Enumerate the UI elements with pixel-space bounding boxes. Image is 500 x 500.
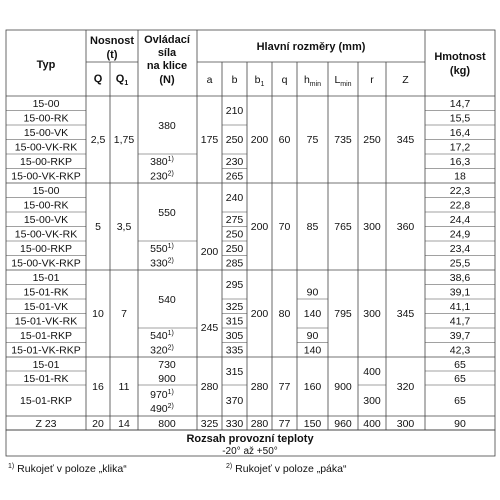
z23-b1: 280 [250, 418, 269, 430]
row-hmotnost: 42,3 [449, 344, 471, 357]
z23-z: 300 [396, 418, 415, 430]
group-sila: 900 [158, 373, 176, 385]
group-lmin: 795 [334, 308, 352, 320]
row-typ: 15-01 [32, 359, 60, 371]
row-typ: 15-01-VK-RKP [11, 344, 81, 357]
row-typ: 15-00 [32, 98, 60, 110]
row-hmotnost: 23,4 [449, 243, 471, 255]
group-q1: 3,5 [116, 221, 132, 233]
row-b: 295 [225, 279, 244, 291]
row-typ: 15-00-VK-RKP [11, 257, 81, 270]
row-typ: 15-01-RK [23, 286, 69, 299]
group-r: 250 [363, 134, 381, 146]
header-typ: Typ [36, 59, 56, 71]
row-typ: 15-00-RK [23, 199, 69, 212]
row-b: 335 [225, 344, 244, 357]
header-dim-b1: $b_1$ [254, 74, 265, 88]
header-sila-unit: (N) [159, 74, 175, 86]
group-sila-rkp1: 540$^{1)}$ [150, 330, 174, 342]
z23-sila: 800 [158, 418, 176, 430]
group-sila-rkp1: 550$^{1)}$ [150, 243, 174, 255]
table-header [37, 34, 486, 88]
z23-qd: 77 [278, 418, 291, 430]
group-a: 175 [200, 134, 219, 146]
header-hlavni-rozmery: Hlavní rozměry (mm) [256, 41, 366, 53]
row-b: 275 [225, 214, 244, 226]
group-r: 300 [363, 308, 381, 320]
group-b1: 200 [250, 308, 269, 320]
row-hmotnost: 65 [454, 395, 466, 407]
z23-b: 330 [225, 418, 244, 430]
row-typ: 15-01-RK [23, 373, 69, 385]
header-nosnost: Nosnost [90, 35, 134, 47]
header-ovladaci: Ovládací [144, 34, 190, 46]
footer-teplota: -20° až +50° [222, 446, 278, 457]
group-qd: 80 [278, 308, 291, 320]
group-z: 320 [396, 381, 415, 393]
group-q: 2,5 [90, 134, 106, 146]
row-typ: 15-00-VK [23, 214, 69, 226]
group-qd: 77 [278, 381, 291, 393]
header-q1: $Q_1$ [115, 73, 129, 87]
group-q1: 1,75 [113, 134, 135, 146]
group-hmin: 90 [306, 286, 319, 299]
group-hmin: 140 [303, 344, 322, 357]
header-dim-a: a [206, 74, 213, 86]
group-sila-rkp2: 330$^{2)}$ [150, 257, 174, 270]
row-hmotnost: 65 [454, 373, 466, 385]
row-typ: 15-00-VK-RKP [11, 170, 81, 183]
footnote-1: $^{1)}$ Rukojeť v poloze „klika“ [8, 463, 127, 475]
row-hmotnost: 17,2 [449, 141, 471, 154]
group-r: 300 [363, 395, 381, 407]
row-hmotnost: 39,1 [449, 286, 471, 299]
z23-hmin: 150 [303, 418, 322, 430]
header-nosnost-unit: (t) [106, 49, 118, 61]
group-lmin: 735 [334, 134, 352, 146]
footer-rozsah: Rozsah provozní teploty [186, 433, 314, 445]
header-dim-hmin: $h_{min}$ [303, 74, 322, 88]
group-qd: 70 [278, 221, 291, 233]
group-sila-rkp2: 230$^{2)}$ [150, 170, 174, 183]
row-b: 370 [225, 395, 244, 407]
row-b: 210 [225, 105, 244, 117]
header-dim-q: q [281, 74, 288, 86]
row-typ: 15-01 [32, 272, 60, 284]
table-footer [6, 430, 495, 475]
group-r: 300 [363, 221, 381, 233]
group-hmin: 90 [306, 330, 319, 342]
header-dim-b: b [231, 74, 238, 86]
z23-hmotnost: 90 [454, 418, 466, 430]
row-typ: 15-01-RKP [20, 395, 72, 407]
row-hmotnost: 24,9 [449, 228, 471, 241]
row-typ: 15-00-RKP [20, 156, 72, 168]
group-z: 345 [396, 134, 415, 146]
row-b: 315 [225, 366, 244, 378]
group-sila-rkp2: 320$^{2)}$ [150, 344, 174, 357]
row-b: 285 [225, 257, 244, 270]
group-hmin: 75 [306, 134, 319, 146]
row-hmotnost: 22,8 [449, 199, 471, 212]
group-q: 5 [95, 221, 101, 233]
row-b: 250 [225, 243, 244, 255]
group-r: 400 [363, 366, 381, 378]
group-b1: 280 [250, 381, 269, 393]
header-na-klice: na klice [146, 60, 188, 72]
group-a: 200 [200, 246, 219, 258]
row-hmotnost: 24,4 [449, 214, 471, 226]
header-q: Q [93, 73, 103, 85]
group-hmin: 140 [303, 308, 322, 320]
row-typ: 15-00-VK-RK [14, 141, 78, 154]
group-hmin: 160 [303, 381, 322, 393]
row-b: 250 [225, 134, 244, 146]
group-b1: 200 [250, 221, 269, 233]
group-sila-rkp1: 380$^{1)}$ [150, 156, 174, 168]
row-b: 265 [225, 170, 244, 183]
group-qd: 60 [278, 134, 291, 146]
row-hmotnost: 41,7 [449, 315, 471, 328]
group-sila: 380 [158, 120, 176, 132]
row-b: 325 [225, 301, 244, 313]
row-typ: 15-01-VK [23, 301, 69, 313]
group-q1: 7 [121, 308, 127, 320]
row-b: 315 [225, 315, 244, 328]
row-typ: 15-01-RKP [20, 330, 72, 342]
row-hmotnost: 41,1 [449, 301, 471, 313]
row-b: 250 [225, 228, 244, 241]
header-dim-lmin: $L_{min}$ [334, 74, 352, 88]
z23-lmin: 960 [334, 418, 352, 430]
header-dim-z: Z [402, 74, 409, 86]
group-z: 345 [396, 308, 415, 320]
row-z23 [35, 418, 466, 430]
row-hmotnost: 14,7 [449, 98, 471, 110]
group-q: 10 [92, 308, 104, 320]
z23-a: 325 [200, 418, 219, 430]
row-hmotnost: 39,7 [449, 330, 471, 342]
row-b: 230 [225, 156, 244, 168]
z23-q1: 14 [118, 418, 130, 430]
row-hmotnost: 22,3 [449, 185, 471, 197]
group-b1: 200 [250, 134, 269, 146]
group-a: 245 [200, 322, 219, 334]
row-hmotnost: 16,3 [449, 156, 471, 168]
z23-typ: Z 23 [35, 418, 57, 430]
row-typ: 15-00-VK-RK [14, 228, 78, 241]
row-typ: 15-00-RKP [20, 243, 72, 255]
row-b: 305 [225, 330, 244, 342]
group-sila: 730 [158, 359, 176, 371]
z23-r: 400 [363, 418, 381, 430]
group-sila-rkp2: 490$^{2)}$ [150, 403, 174, 415]
row-hmotnost: 15,5 [449, 112, 471, 125]
group-lmin: 765 [334, 221, 352, 233]
header-sila: síla [157, 47, 177, 59]
group-z: 360 [396, 221, 415, 233]
row-hmotnost: 18 [454, 170, 466, 183]
header-hmotnost: Hmotnost [434, 51, 486, 63]
row-typ: 15-00-RK [23, 112, 69, 125]
row-hmotnost: 25,5 [449, 257, 471, 270]
row-hmotnost: 16,4 [449, 127, 471, 139]
row-typ: 15-00-VK [23, 127, 69, 139]
row-b: 240 [225, 192, 244, 204]
header-dim-r: r [370, 74, 374, 86]
group-hmin: 85 [306, 221, 319, 233]
group-q1: 11 [118, 381, 130, 393]
group-cells [91, 120, 415, 415]
group-q: 16 [92, 381, 104, 393]
row-typ: 15-01-VK-RK [14, 315, 78, 328]
footnote-2: $^{2)}$ Rukojeť v poloze „páka“ [226, 463, 347, 475]
row-hmotnost: 38,6 [449, 272, 471, 284]
group-sila: 550 [158, 207, 176, 219]
z23-q: 20 [92, 418, 104, 430]
group-lmin: 900 [334, 381, 352, 393]
group-a: 280 [200, 381, 219, 393]
row-hmotnost: 65 [454, 359, 466, 371]
group-sila: 540 [158, 294, 176, 306]
header-hmotnost-unit: (kg) [449, 65, 471, 77]
group-sila-rkp1: 970$^{1)}$ [150, 389, 174, 401]
row-typ: 15-00 [32, 185, 60, 197]
